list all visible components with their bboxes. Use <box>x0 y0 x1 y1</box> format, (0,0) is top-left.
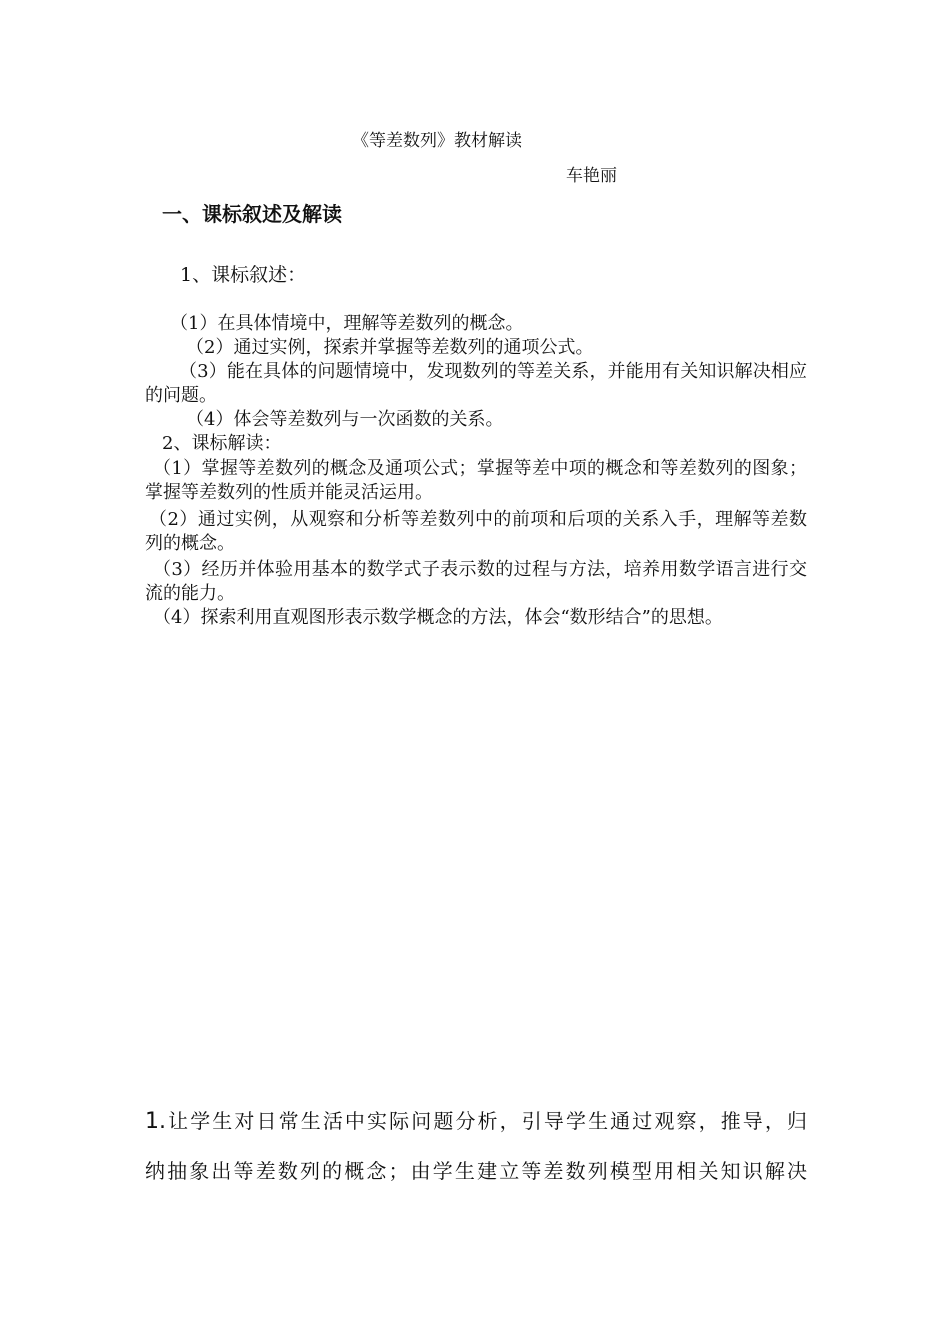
standard-item-2: （2）通过实例，探索并掌握等差数列的通项公式。 <box>186 337 594 358</box>
subsection-heading-interpretation: 2、课标解读： <box>162 433 282 454</box>
standard-item-3: （3）能在具体的问题情境中，发现数列的等差关系，并能用有关知识解决相应的问题。 <box>145 361 807 406</box>
paragraph-number: 1. <box>145 1109 166 1134</box>
subsection-heading-standards: 1、课标叙述： <box>180 264 307 286</box>
body-paragraph-line-1 <box>145 1096 807 1147</box>
section-heading: 一、课标叙述及解读 <box>162 202 342 226</box>
paragraph-text-line-1: 让学生对日常生活中实际问题分析，引导学生通过观察，推导，归 <box>166 1109 807 1133</box>
paragraph-text-line-2: 纳抽象出等差数列的概念；由学生建立等差数列模型用相关知识解决 <box>145 1159 807 1183</box>
body-paragraph-line-2 <box>145 1146 807 1196</box>
interpretation-item-3: （3）经历并体验用基本的数学式子表示数的过程与方法，培养用数学语言进行交流的能力。 <box>145 559 807 604</box>
standard-item-1: （1）在具体情境中，理解等差数列的概念。 <box>170 313 524 334</box>
interpretation-item-4: （4）探索利用直观图形表示数学概念的方法，体会“数形结合”的思想。 <box>153 607 723 628</box>
standard-item-4: （4）体会等差数列与一次函数的关系。 <box>186 409 504 430</box>
interpretation-item-2: （2）通过实例，从观察和分析等差数列中的前项和后项的关系入手，理解等差数列的概念。 <box>145 509 807 554</box>
interpretation-item-1: （1）掌握等差数列的概念及通项公式；掌握等差中项的概念和等差数列的图象；掌握等差数列的性质并能灵活运用。 <box>145 458 807 503</box>
document-author: 车艳丽 <box>566 166 617 186</box>
document-title: 《等差数列》教材解读 <box>352 131 522 151</box>
